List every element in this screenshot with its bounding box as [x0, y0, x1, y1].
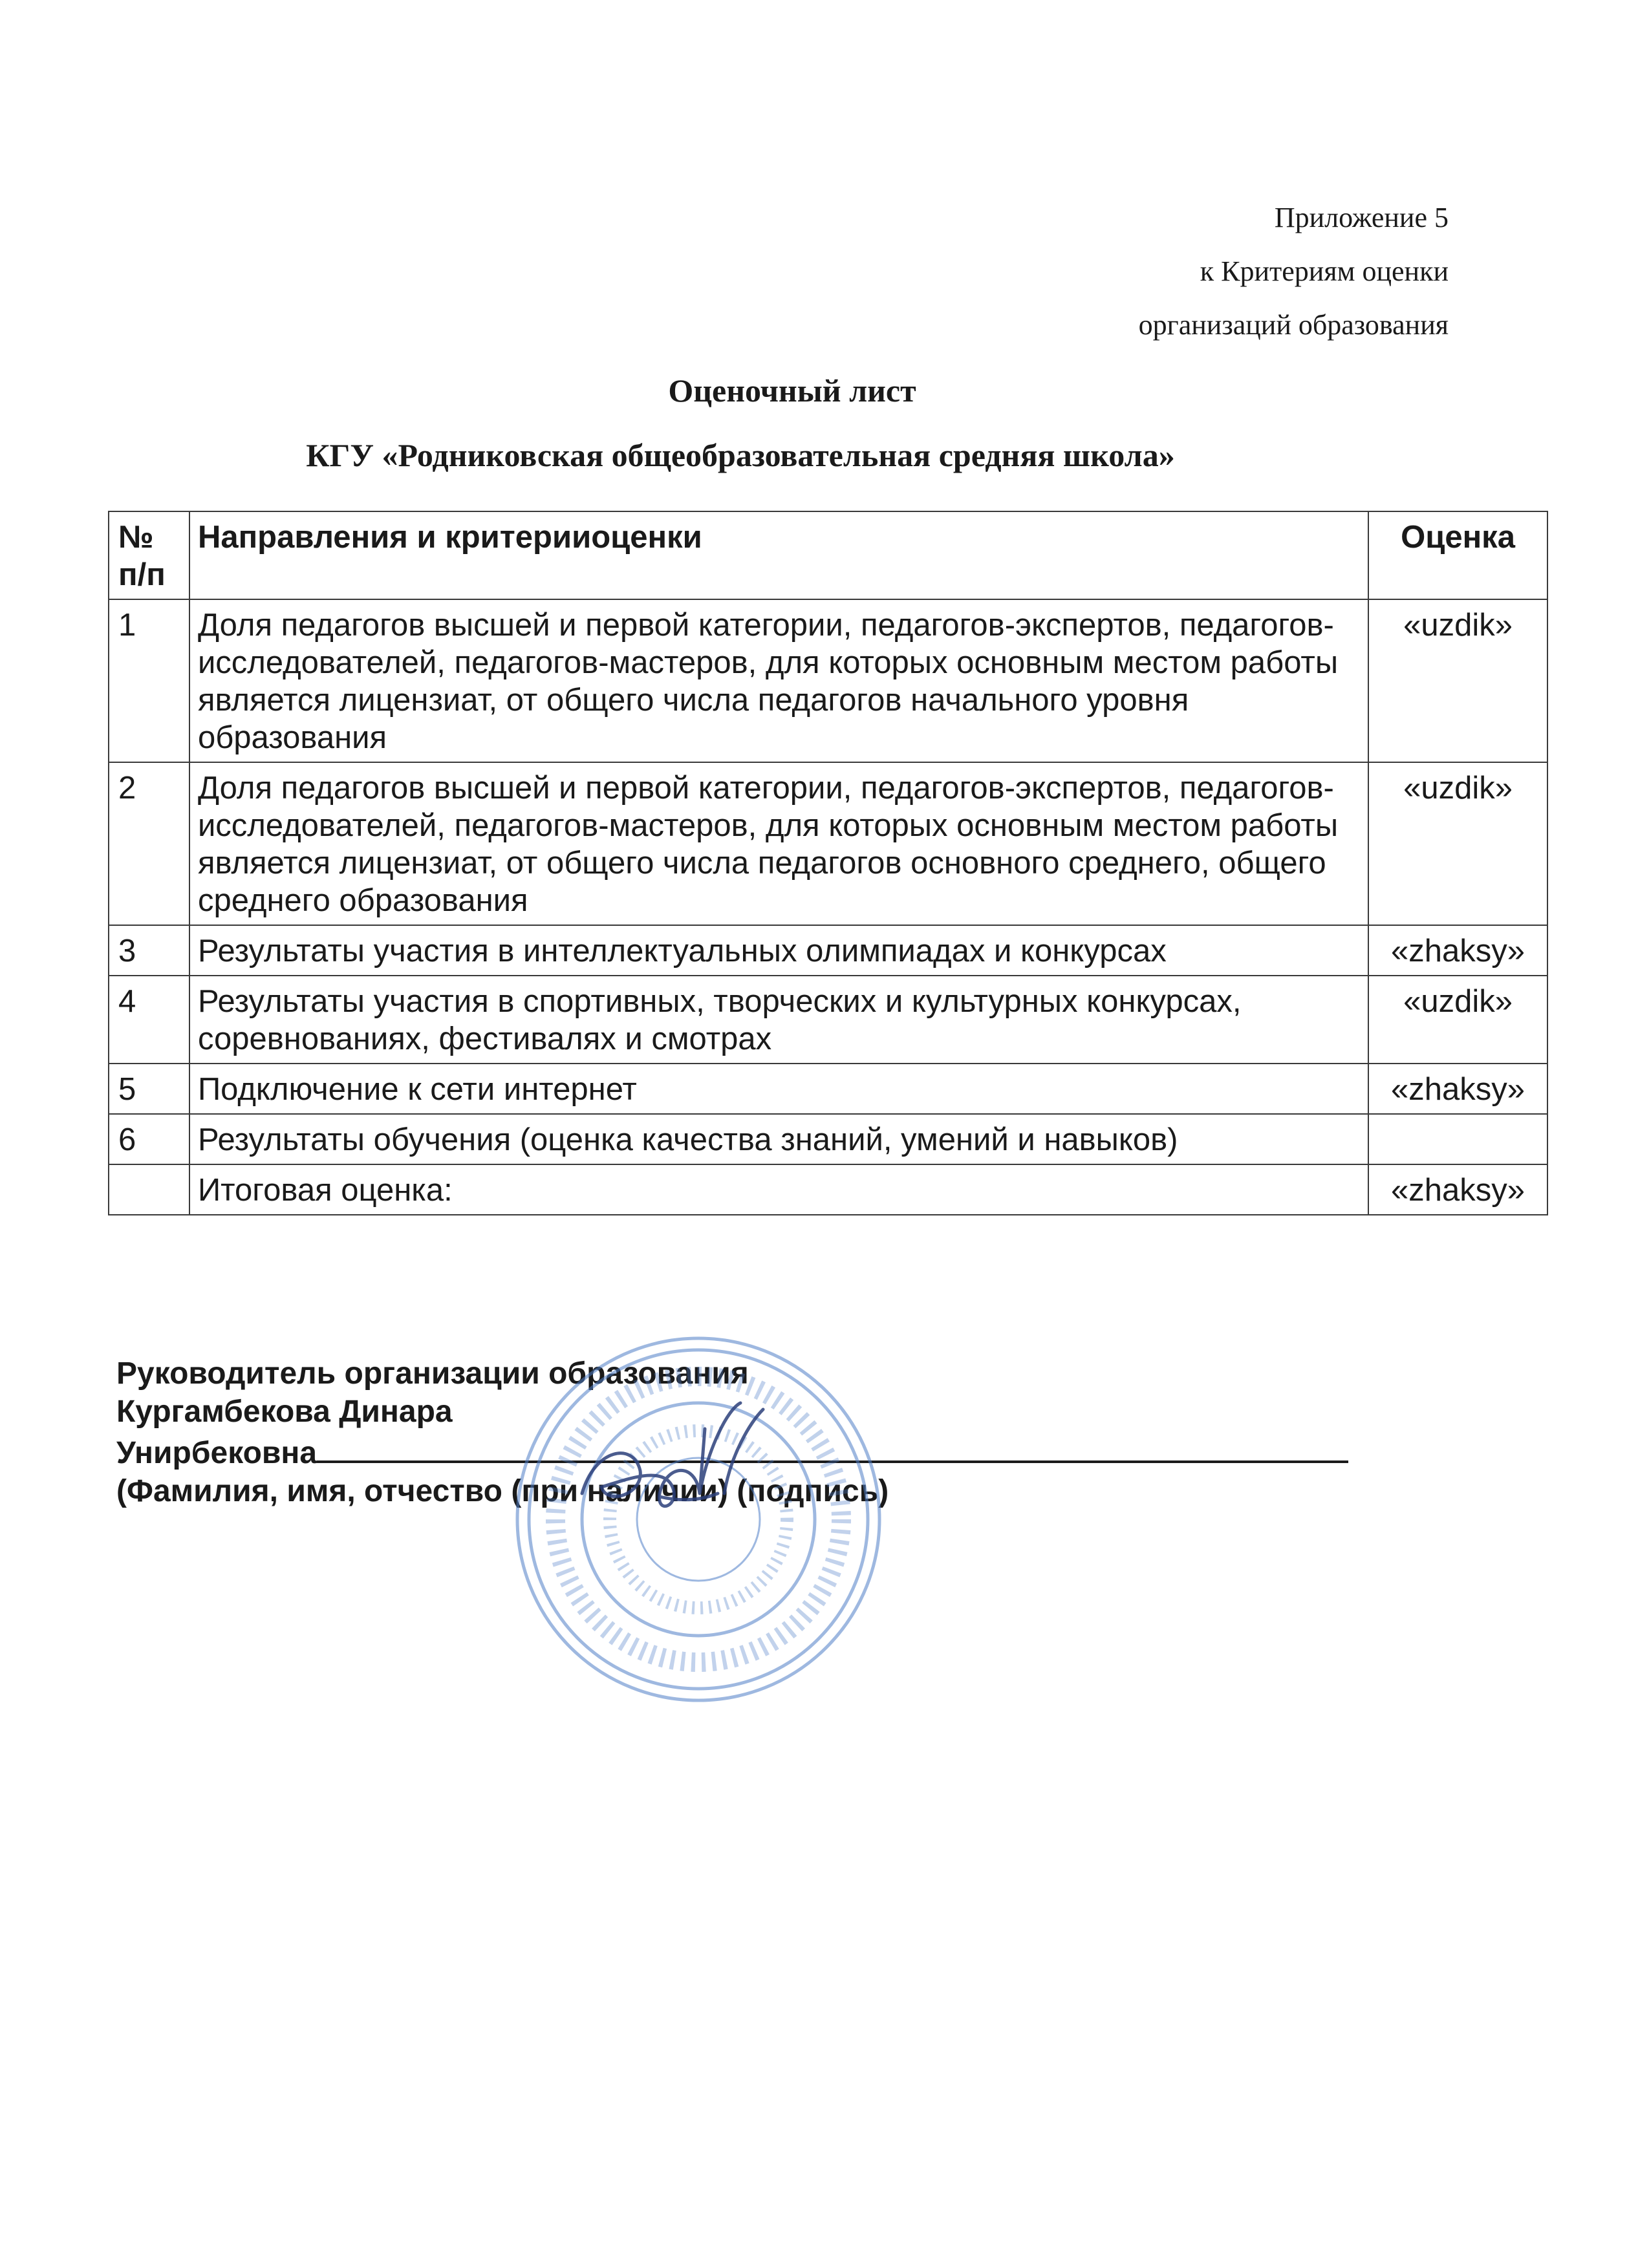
row-number: 4: [109, 976, 189, 1064]
signature-caption: (Фамилия, имя, отчество (при наличии) (подпись): [116, 1474, 889, 1508]
total-number-empty: [109, 1164, 189, 1215]
signer-role: Руководитель организации образования: [116, 1356, 749, 1391]
table-row: [109, 599, 1547, 762]
row-number: 5: [109, 1064, 189, 1114]
row-score: «zhaksy»: [1368, 1064, 1547, 1114]
row-criteria: Результаты обучения (оценка качества знаний, умений и навыков): [189, 1114, 1368, 1164]
header-criteria: Направления и критерииоценки: [189, 511, 1368, 599]
annex-line-2: к Критериям оценки: [1200, 255, 1449, 287]
organization-title: КГУ «Родниковская общеобразовательная средняя школа»: [306, 437, 1175, 473]
signer-patronymic: Унирбековна: [116, 1436, 318, 1470]
total-label: Итоговая оценка:: [189, 1164, 1368, 1215]
row-score: «uzdik»: [1368, 599, 1547, 762]
row-criteria: Подключение к сети интернет: [189, 1064, 1368, 1114]
row-number: 1: [109, 599, 189, 762]
row-number: 6: [109, 1114, 189, 1164]
table-header-row: [109, 511, 1547, 599]
document-title: Оценочный лист: [668, 372, 916, 409]
annex-line-1: Приложение 5: [1274, 202, 1449, 233]
annex-reference: [1139, 191, 1449, 352]
total-score: «zhaksy»: [1368, 1164, 1547, 1215]
evaluation-table: [108, 511, 1548, 1215]
row-score: [1368, 1114, 1547, 1164]
row-score: «uzdik»: [1368, 762, 1547, 925]
signature-line: [317, 1431, 1348, 1463]
signer-name-line-1: Кургамбекова Динара: [116, 1395, 453, 1429]
table-total-row: [109, 1164, 1547, 1215]
row-criteria: Результаты участия в спортивных, творческих и культурных конкурсах, соревнованиях, фестивалях и смотрах: [189, 976, 1368, 1064]
table-row: [109, 1114, 1547, 1164]
row-criteria: Доля педагогов высшей и первой категории, педагогов-экспертов, педагогов-исследователей, педагогов-мастеров, для которых основным местом работы является лицензиат, от общего числа педагогов основного среднего, общего среднего образования: [189, 762, 1368, 925]
row-score: «uzdik»: [1368, 976, 1547, 1064]
signature-block: [116, 1354, 1348, 1510]
row-criteria: Доля педагогов высшей и первой категории, педагогов-экспертов, педагогов-исследователей, педагогов-мастеров, для которых основным местом работы является лицензиат, от общего числа педагогов начального уровня образования: [189, 599, 1368, 762]
row-number: 2: [109, 762, 189, 925]
header-score: Оценка: [1368, 511, 1547, 599]
table-row: [109, 925, 1547, 976]
table-row: [109, 762, 1547, 925]
row-score: «zhaksy»: [1368, 925, 1547, 976]
annex-line-3: организаций образования: [1138, 309, 1449, 341]
signer-name-line-2: [116, 1431, 1348, 1472]
header-number: № п/п: [109, 511, 189, 599]
row-criteria: Результаты участия в интеллектуальных олимпиадах и конкурсах: [189, 925, 1368, 976]
table-row: [109, 1064, 1547, 1114]
table-row: [109, 976, 1547, 1064]
row-number: 3: [109, 925, 189, 976]
